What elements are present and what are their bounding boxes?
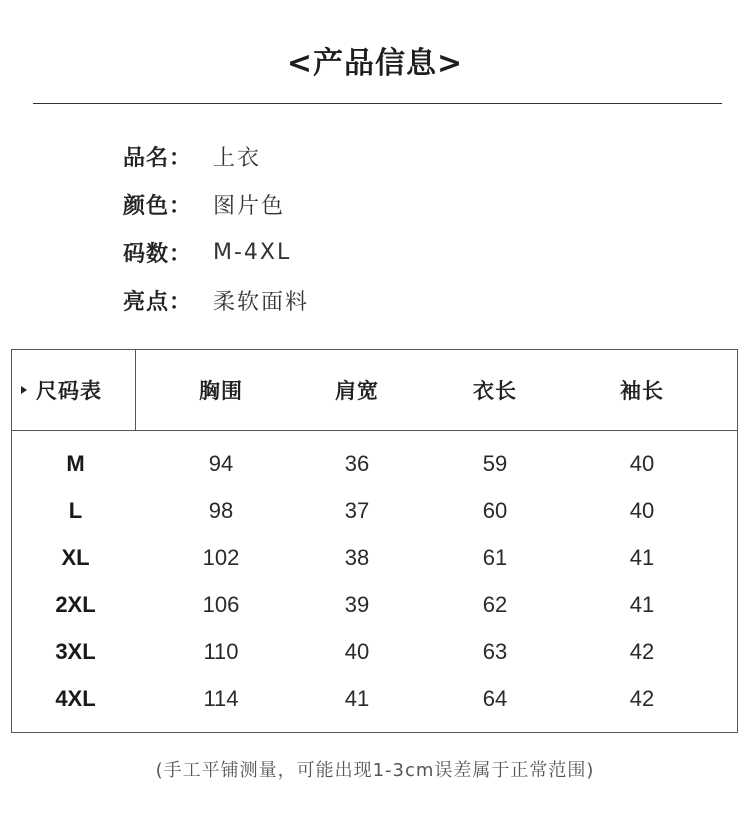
column-header-shoulder: 肩宽 (335, 379, 379, 403)
size-cell: M (66, 450, 85, 476)
size-chart-table (11, 349, 738, 733)
table-cell: 102 (202, 544, 240, 570)
table-cell: 63 (482, 638, 508, 664)
table-cell: 42 (629, 685, 655, 711)
table-row (12, 440, 737, 487)
table-cell: 37 (344, 497, 370, 523)
table-cell: 36 (344, 450, 370, 476)
table-cell: 38 (344, 544, 370, 570)
table-header (12, 350, 737, 431)
info-label: 码数： (123, 241, 193, 267)
table-corner-cell (12, 350, 136, 430)
size-chart-label: 尺码表 (36, 379, 102, 403)
table-cell: 40 (344, 638, 370, 664)
column-header-chest: 胸围 (199, 379, 243, 403)
info-row-highlight (123, 276, 309, 324)
info-row-color (123, 180, 309, 228)
table-cell: 62 (482, 591, 508, 617)
table-cell: 41 (629, 544, 655, 570)
table-cell: 94 (208, 450, 234, 476)
info-label: 品名： (123, 145, 193, 171)
table-cell: 41 (629, 591, 655, 617)
info-value: M-4XL (213, 239, 292, 265)
table-cell: 106 (202, 591, 240, 617)
table-cell: 59 (482, 450, 508, 476)
info-value: 图片色 (213, 193, 286, 219)
size-cell: 3XL (55, 638, 96, 664)
table-cell: 39 (344, 591, 370, 617)
table-cell: 110 (203, 638, 239, 664)
table-cell: 41 (344, 685, 370, 711)
table-cell: 40 (629, 450, 655, 476)
table-row (12, 675, 737, 722)
size-cell: XL (61, 544, 90, 570)
table-row (12, 534, 737, 581)
table-cell: 61 (482, 544, 508, 570)
info-row-name (123, 132, 309, 180)
info-label: 亮点： (123, 289, 193, 315)
info-value: 柔软面料 (213, 289, 310, 315)
info-row-sizes (123, 228, 309, 276)
product-info-list (123, 132, 309, 324)
table-cell: 40 (629, 497, 655, 523)
column-header-length: 衣长 (473, 379, 517, 403)
table-cell: 64 (482, 685, 508, 711)
triangle-right-icon (21, 386, 27, 394)
info-value: 上衣 (213, 145, 262, 171)
table-row (12, 628, 737, 675)
table-row (12, 487, 737, 534)
size-cell: L (68, 497, 83, 523)
title-divider (33, 103, 722, 104)
measurement-note: (手工平铺测量，可能出现1-3cm误差属于正常范围) (155, 760, 595, 781)
size-cell: 4XL (55, 685, 96, 711)
info-label: 颜色： (123, 193, 193, 219)
column-header-sleeve: 袖长 (620, 379, 664, 403)
table-cell: 98 (208, 497, 234, 523)
page-title: <产品信息> (286, 46, 464, 81)
table-cell: 42 (629, 638, 655, 664)
table-cell: 114 (203, 685, 239, 711)
table-cell: 60 (482, 497, 508, 523)
table-row (12, 581, 737, 628)
size-cell: 2XL (55, 591, 96, 617)
